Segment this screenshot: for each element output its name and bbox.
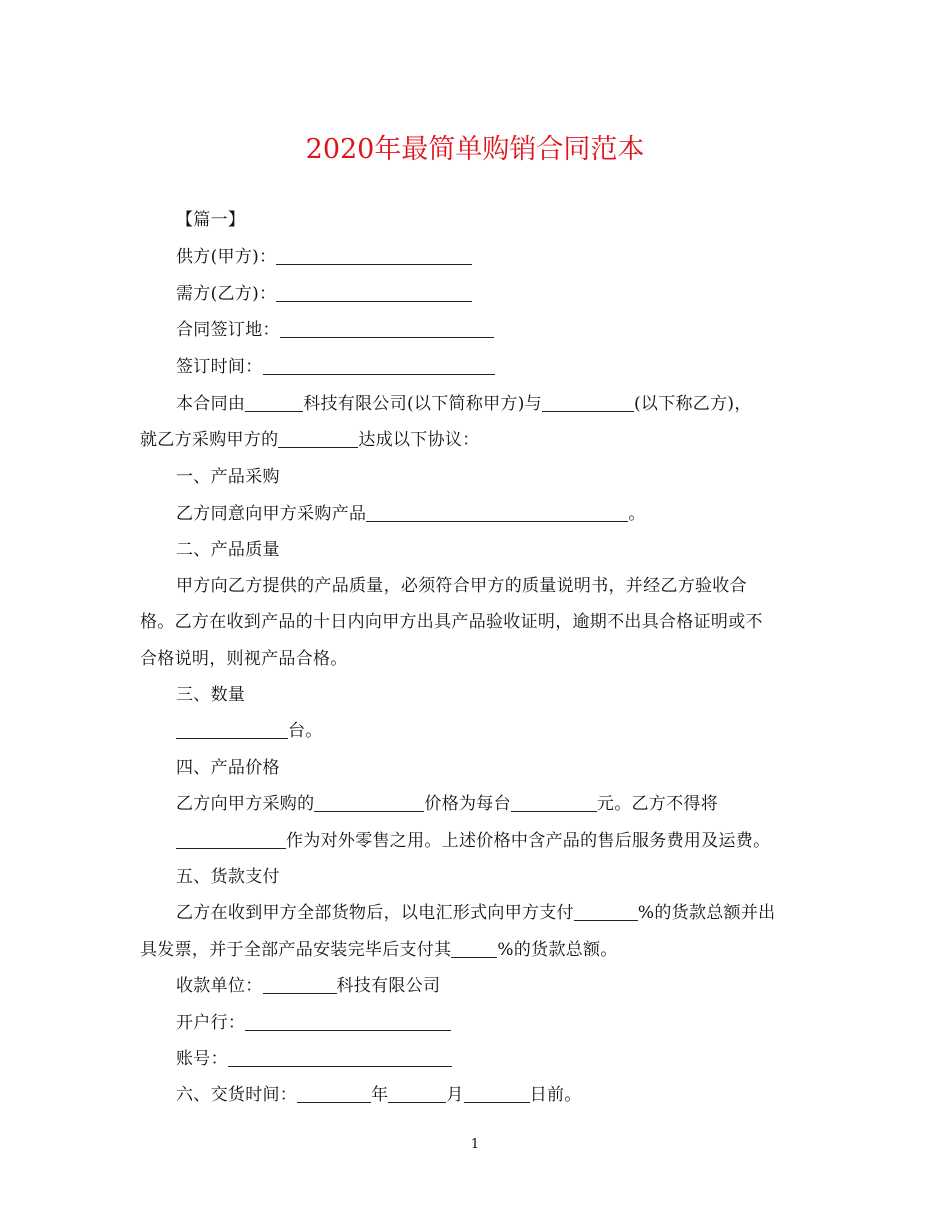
intro-line-2	[140, 428, 480, 452]
section-3-quantity	[176, 719, 323, 743]
account-label: 账号：	[176, 1049, 228, 1069]
place-row	[176, 318, 494, 342]
section-5-line-1	[176, 901, 775, 925]
product-blank[interactable]	[278, 429, 358, 448]
page-number: 1	[470, 1137, 480, 1152]
s5-text: 具发票，并于全部产品安装完毕后支付其	[140, 940, 452, 960]
section-4-line-1	[176, 792, 718, 816]
first-payment-percent-blank[interactable]	[574, 902, 638, 921]
section-2-heading: 二、产品质量	[176, 540, 280, 560]
quantity-unit: 台。	[288, 721, 323, 741]
s4-text: 价格为每台	[424, 794, 511, 814]
payee-blank[interactable]	[263, 975, 337, 994]
final-payment-percent-blank[interactable]	[451, 939, 497, 958]
time-blank[interactable]	[263, 356, 495, 375]
s6-text: 日前。	[529, 1085, 582, 1105]
unit-price-blank[interactable]	[511, 793, 597, 812]
place-label: 合同签订地：	[176, 320, 280, 340]
intro-text: (以下称乙方)，	[633, 394, 752, 414]
quantity-blank[interactable]	[176, 720, 288, 739]
month-blank[interactable]	[388, 1084, 446, 1103]
section-5-line-2	[140, 938, 618, 962]
s6-text: 六、交货时间：	[176, 1085, 298, 1105]
goods-blank[interactable]	[314, 793, 424, 812]
section-label	[176, 208, 245, 232]
section-label-text: 【篇一】	[176, 210, 246, 230]
party-a-blank[interactable]	[245, 393, 303, 412]
section-4-line-2	[176, 829, 770, 853]
supplier-row	[176, 245, 472, 269]
place-blank[interactable]	[280, 319, 494, 338]
intro-text: 就乙方采购甲方的	[140, 430, 279, 450]
bank-row	[176, 1011, 451, 1035]
payee-suffix: 科技有限公司	[336, 976, 441, 996]
product-name-blank[interactable]	[366, 503, 628, 522]
s5-text: 乙方在收到甲方全部货物后，以电汇形式向甲方支付	[176, 903, 574, 923]
day-blank[interactable]	[464, 1084, 530, 1103]
supplier-label: 供方(甲方)：	[176, 247, 277, 267]
buyer-label: 需方(乙方)：	[176, 284, 277, 304]
section-4-heading: 四、产品价格	[176, 758, 280, 778]
bank-blank[interactable]	[245, 1012, 451, 1031]
year-blank[interactable]	[297, 1084, 371, 1103]
section-1-heading: 一、产品采购	[176, 467, 280, 487]
s4-text: 元。乙方不得将	[596, 794, 719, 814]
account-blank[interactable]	[228, 1048, 452, 1067]
intro-text: 达成以下协议：	[358, 430, 480, 450]
section-5-heading: 五、货款支付	[176, 867, 280, 887]
party-b-blank[interactable]	[542, 393, 634, 412]
section-2-line-1: 甲方向乙方提供的产品质量，必须符合甲方的质量说明书，并经乙方验收合	[176, 576, 747, 596]
bank-label: 开户行：	[176, 1013, 246, 1033]
time-label: 签订时间：	[176, 357, 263, 377]
section-2-line-2: 格。乙方在收到产品的十日内向甲方出具产品验收证明，逾期不出具合格证明或不	[140, 612, 763, 632]
section-2-line-3: 合格说明，则视产品合格。	[140, 649, 348, 669]
section-1-text	[176, 502, 646, 526]
s4-text: 作为对外零售之用。上述价格中含产品的售后服务费用及运费。	[286, 831, 771, 851]
account-row	[176, 1047, 452, 1071]
restricted-goods-blank[interactable]	[176, 830, 286, 849]
payee-label: 收款单位：	[176, 976, 263, 996]
s1-text: 乙方同意向甲方采购产品	[176, 504, 367, 524]
s5-text: %的货款总额。	[497, 940, 618, 960]
s6-text: 月	[446, 1085, 464, 1105]
intro-text: 科技有限公司(以下简称甲方)与	[303, 394, 542, 414]
buyer-row	[176, 282, 472, 306]
buyer-blank[interactable]	[276, 283, 472, 302]
s1-text: 。	[628, 504, 646, 524]
document-title: 2020年最简单购销合同范本	[305, 134, 645, 165]
intro-text: 本合同由	[176, 394, 246, 414]
payee-row	[176, 974, 440, 998]
supplier-blank[interactable]	[276, 246, 472, 265]
time-row	[176, 355, 495, 379]
s6-text: 年	[371, 1085, 389, 1105]
s5-text: %的货款总额并出	[637, 903, 776, 923]
s4-text: 乙方向甲方采购的	[176, 794, 315, 814]
intro-line-1	[176, 392, 752, 416]
section-3-heading: 三、数量	[176, 685, 246, 705]
section-6-delivery	[176, 1083, 582, 1107]
